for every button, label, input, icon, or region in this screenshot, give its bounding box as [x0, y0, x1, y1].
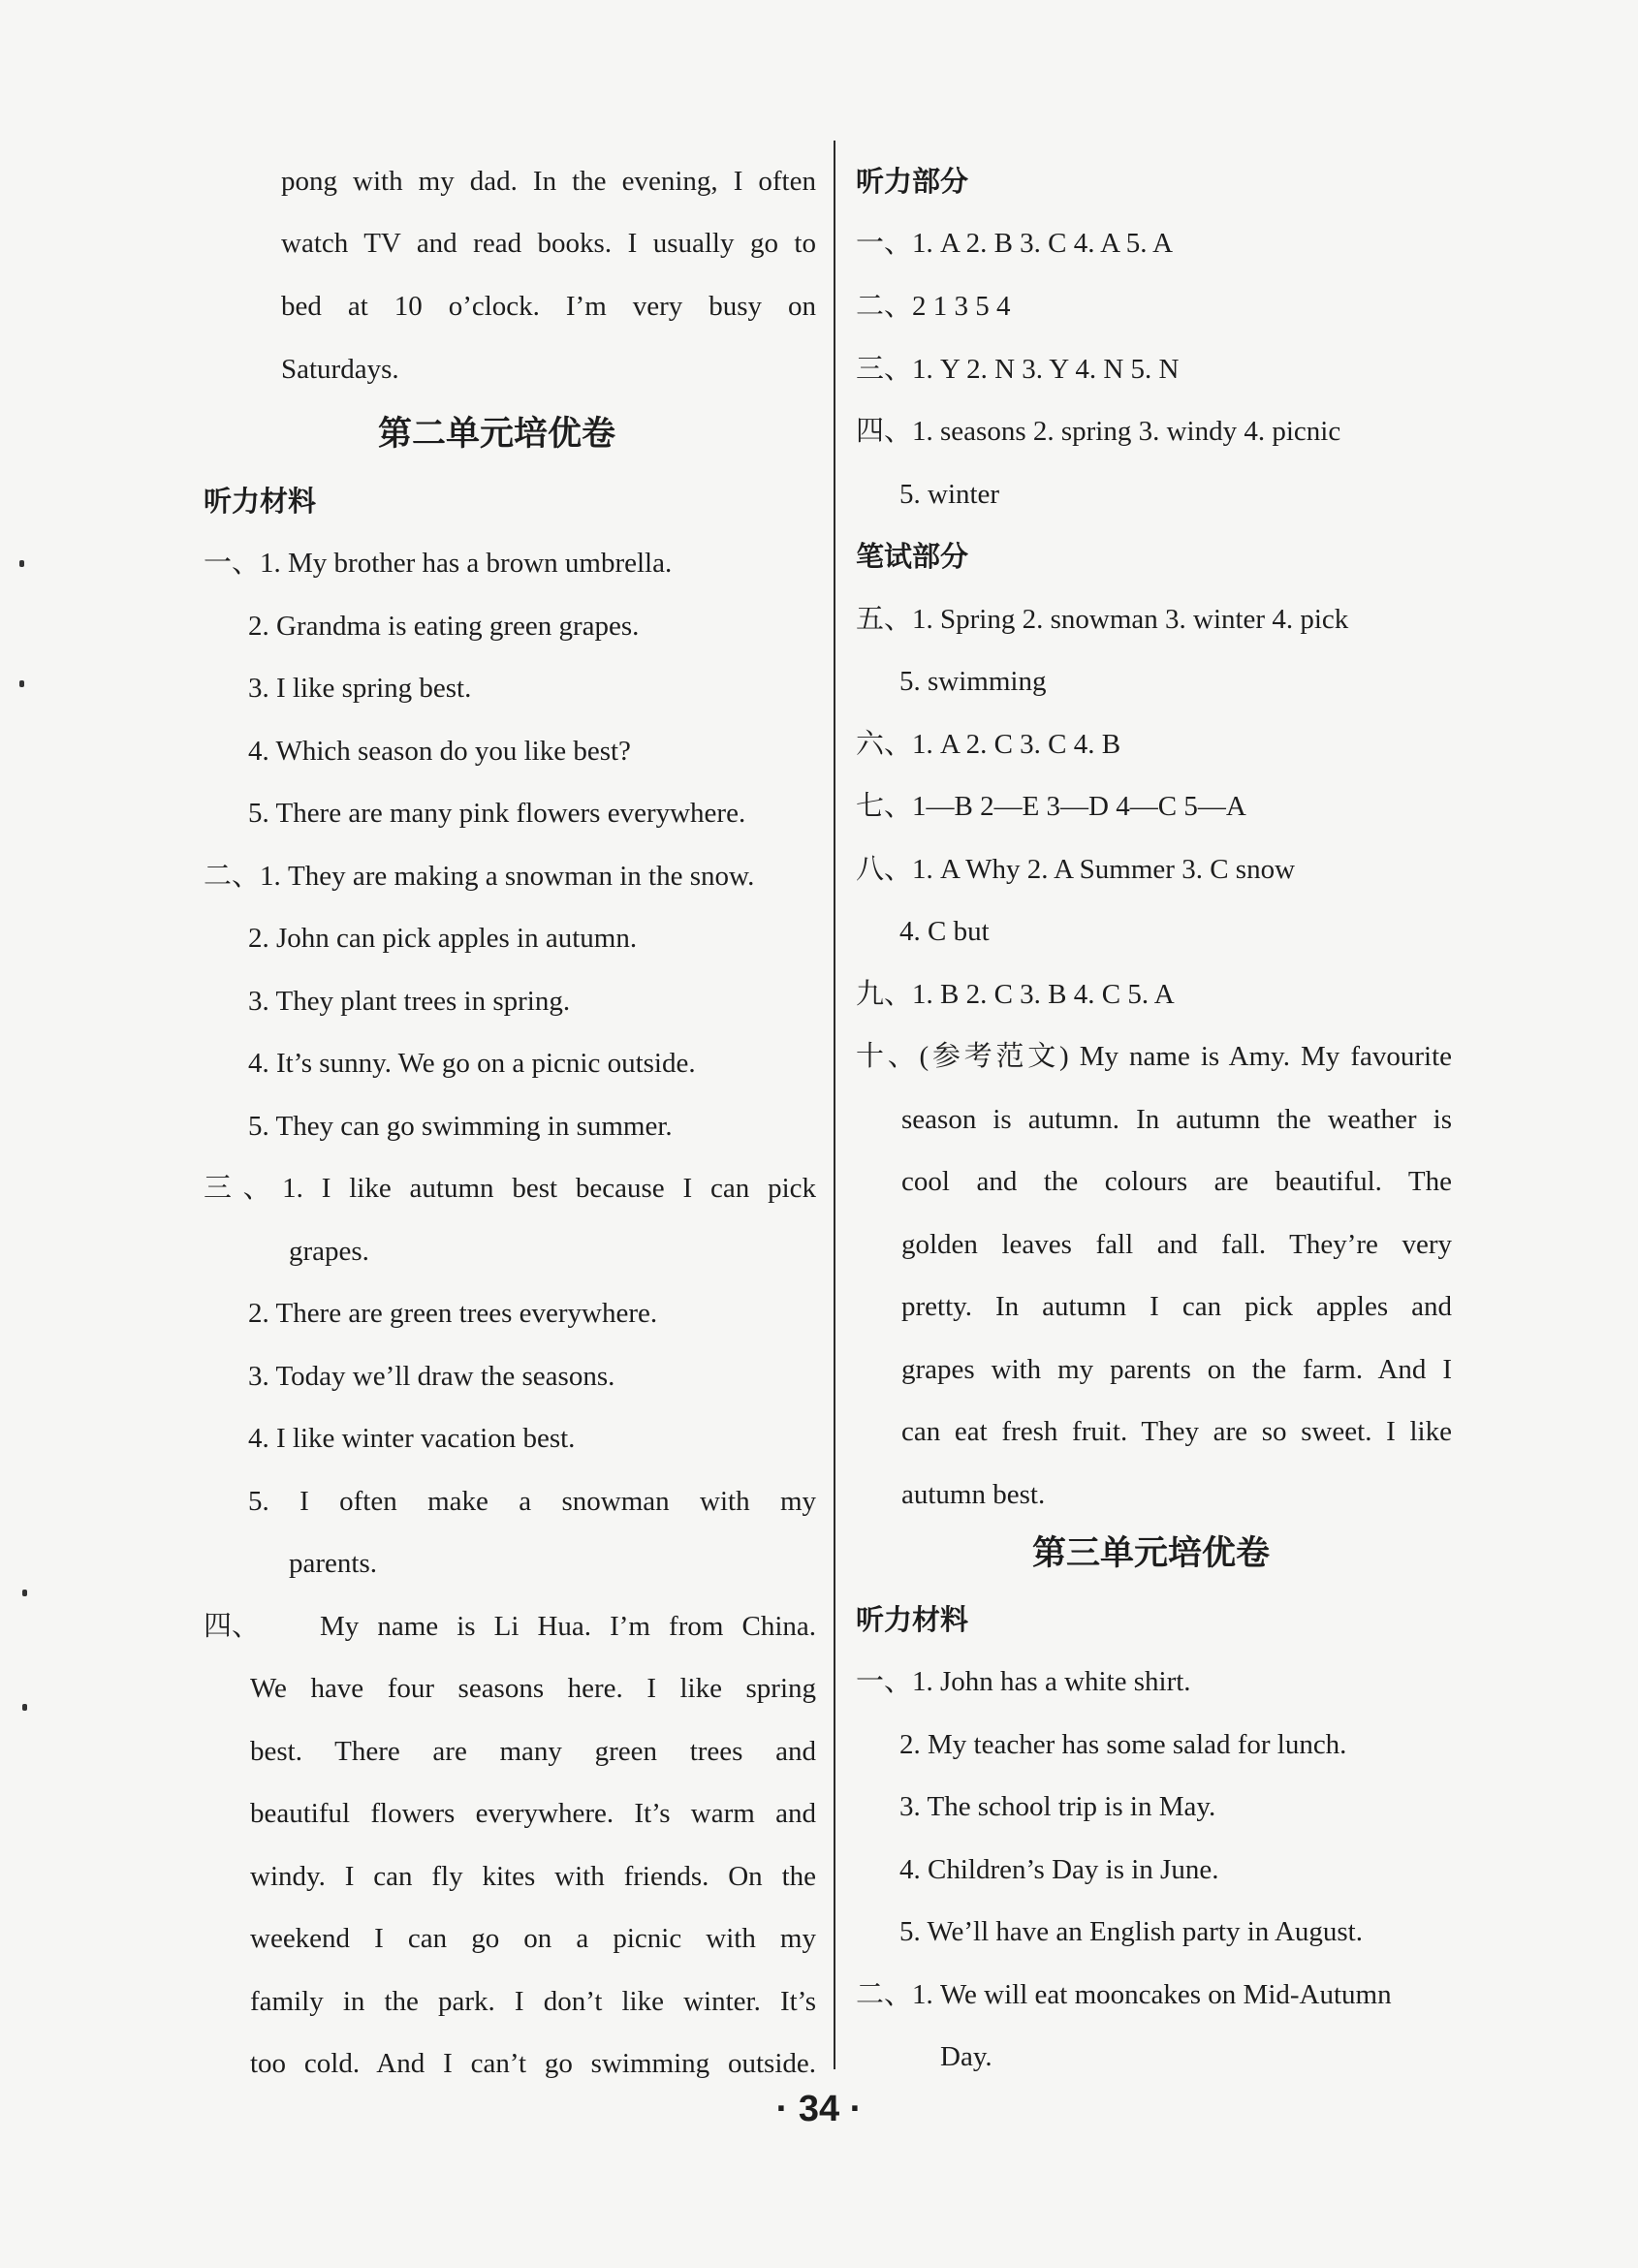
essay-line: cool and the colours are beautiful. The — [901, 1166, 1452, 1197]
answer-line: 九、1. B 2. C 3. B 4. C 5. A — [856, 979, 1175, 1010]
essay-line: golden leaves fall and fall. They’re very — [901, 1229, 1452, 1260]
section-heading: 笔试部分 — [856, 540, 969, 573]
text-line: Saturdays. — [281, 354, 399, 385]
text-line: 2. My teacher has some salad for lunch. — [899, 1729, 1347, 1760]
answer-line: 5. swimming — [899, 666, 1047, 697]
text-line: 5. There are many pink flowers everywhere. — [248, 798, 746, 829]
text-line: 2. There are green trees everywhere. — [248, 1298, 658, 1329]
answer-line: 六、1. A 2. C 3. C 4. B — [856, 729, 1121, 760]
answer-line: 一、1. A 2. B 3. C 4. A 5. A — [856, 228, 1174, 259]
text-line: 一、1. My brother has a brown umbrella. — [204, 548, 673, 579]
answer-line: 五、1. Spring 2. snowman 3. winter 4. pick — [856, 604, 1349, 635]
text-line: beautiful flowers everywhere. It’s warm and — [250, 1798, 816, 1829]
answer-line: 二、2 1 3 5 4 — [856, 291, 1011, 322]
text-line: 5. We’ll have an English party in August. — [899, 1916, 1363, 1947]
text-line: 5. They can go swimming in summer. — [248, 1111, 673, 1142]
text-line: 4. Children’s Day is in June. — [899, 1854, 1219, 1885]
answer-line: 4. C but — [899, 916, 990, 947]
text-line: We have four seasons here. I like spring — [250, 1673, 816, 1704]
page-number: · 34 · — [775, 2089, 863, 2129]
essay-line: can eat fresh fruit. They are so sweet. I like — [901, 1416, 1452, 1447]
answer-line: 5. winter — [899, 479, 1000, 510]
unit-title: 第三单元培优卷 — [1032, 1534, 1271, 1573]
text-line: weekend I can go on a picnic with my — [250, 1923, 816, 1954]
column-divider — [834, 141, 835, 2069]
text-line: 2. Grandma is eating green grapes. — [248, 611, 640, 642]
text-line: 3. They plant trees in spring. — [248, 986, 571, 1017]
margin-mark — [22, 1590, 27, 1596]
text-line: 三、1. I like autumn best because I can pick — [204, 1173, 816, 1204]
text-line: parents. — [289, 1548, 377, 1579]
text-line: 4. I like winter vacation best. — [248, 1423, 576, 1454]
text-line: windy. I can fly kites with friends. On the — [250, 1861, 816, 1892]
margin-mark — [22, 1704, 27, 1711]
essay-line: 十、(参考范文) My name is Amy. My favourite — [856, 1041, 1452, 1072]
text-line: too cold. And I can’t go swimming outside. — [250, 2048, 816, 2079]
answer-line: 三、1. Y 2. N 3. Y 4. N 5. N — [856, 354, 1180, 385]
text-line: family in the park. I don’t like winter. It’s — [250, 1986, 816, 2017]
answer-line: 四、1. seasons 2. spring 3. windy 4. picnic — [856, 416, 1341, 447]
text-line: 3. Today we’ll draw the seasons. — [248, 1361, 615, 1392]
text-line: grapes. — [289, 1236, 369, 1267]
text-line: watch TV and read books. I usually go to — [281, 228, 816, 259]
text-line: 3. The school trip is in May. — [899, 1791, 1216, 1822]
text-line: bed at 10 o’clock. I’m very busy on — [281, 291, 816, 322]
text-line: 二、1. We will eat mooncakes on Mid-Autumn — [856, 1979, 1392, 2010]
text-line: 3. I like spring best. — [248, 673, 472, 704]
margin-mark — [19, 560, 24, 567]
section-heading: 听力部分 — [856, 165, 969, 198]
text-line: Day. — [940, 2041, 992, 2072]
essay-line: season is autumn. In autumn the weather is — [901, 1104, 1452, 1135]
section-heading: 听力材料 — [204, 485, 317, 518]
essay-line: autumn best. — [901, 1479, 1046, 1510]
text-line: 二、1. They are making a snowman in the snow. — [204, 861, 755, 892]
answer-line: 八、1. A Why 2. A Summer 3. C snow — [856, 854, 1296, 885]
essay-line: pretty. In autumn I can pick apples and — [901, 1291, 1452, 1322]
text-line: 4. Which season do you like best? — [248, 736, 631, 767]
margin-mark — [19, 680, 24, 687]
text-line: 4. It’s sunny. We go on a picnic outside. — [248, 1048, 696, 1079]
text-line: 2. John can pick apples in autumn. — [248, 923, 638, 954]
text-line: 一、1. John has a white shirt. — [856, 1666, 1191, 1697]
section-heading: 听力材料 — [856, 1603, 969, 1636]
unit-title: 第二单元培优卷 — [378, 415, 616, 454]
text-line: best. There are many green trees and — [250, 1736, 816, 1767]
answer-line: 七、1—B 2—E 3—D 4—C 5—A — [856, 791, 1246, 822]
question-label: 四、 — [204, 1611, 261, 1642]
text-line: My name is Li Hua. I’m from China. — [320, 1611, 816, 1642]
essay-line: grapes with my parents on the farm. And I — [901, 1354, 1452, 1385]
text-line: pong with my dad. In the evening, I often — [281, 166, 816, 197]
text-line: 5. I often make a snowman with my — [248, 1486, 816, 1517]
